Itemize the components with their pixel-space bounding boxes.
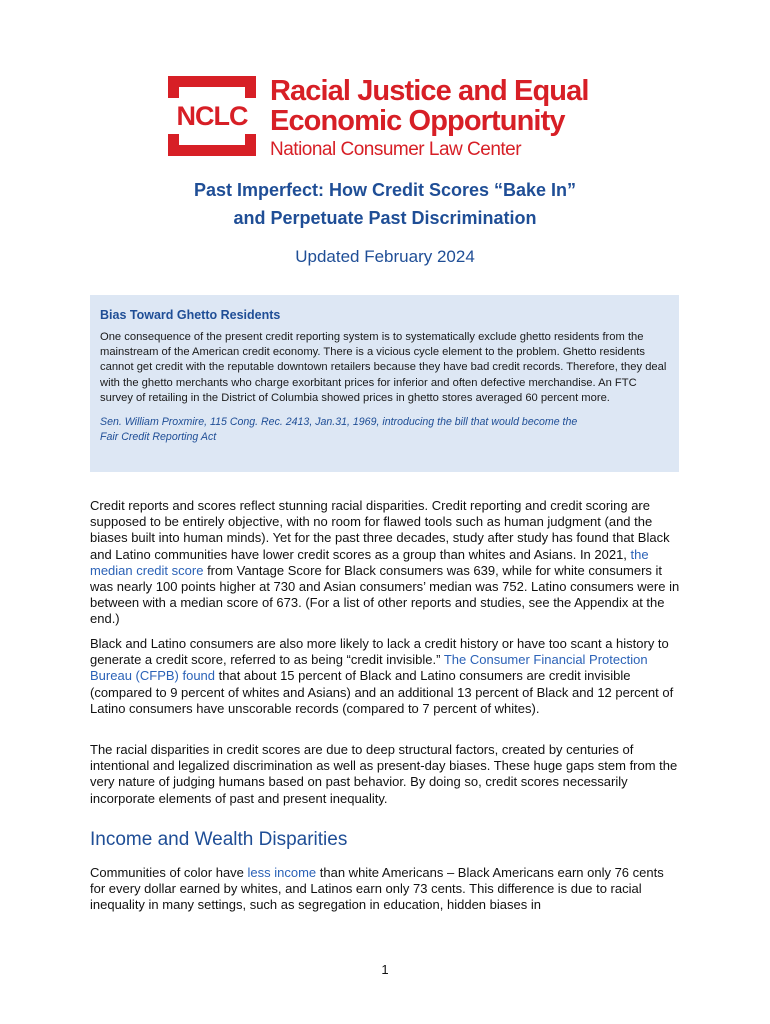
nclc-logo-mark xyxy=(168,76,256,156)
paragraph-text: from Vantage Score for Black consumers was 639, while for white consumers it was nearly 100 points higher at 730 and Asian consumers’ median was 752. Latino consumers were in between with a median score of 673. (For a list of other reports and studies, see the Appendix at the end.) xyxy=(90,562,680,627)
quote-box xyxy=(90,295,679,472)
paragraph-1 xyxy=(90,498,682,628)
title-line-2: and Perpetuate Past Discrimination xyxy=(233,208,537,228)
document-title xyxy=(0,176,770,232)
paragraph-2 xyxy=(90,636,682,717)
logo-line-2: Economic Opportunity xyxy=(270,105,565,137)
updated-date: Updated February 2024 xyxy=(295,247,475,266)
paragraph-3 xyxy=(90,742,682,807)
logo-line-3: National Consumer Law Center xyxy=(270,139,522,160)
paragraph-text: than white Americans – Black Americans earn only 76 cents for every dollar earned by whites, and Latinos earn only 73 cents. This difference is due to racial inequality in many settings, such as segregation in education, hidden biases in xyxy=(90,865,664,913)
section-heading: Income and Wealth Disparities xyxy=(90,829,348,850)
logo-wordmark xyxy=(270,76,588,162)
logo-line-1: Racial Justice and Equal xyxy=(270,75,589,107)
less-income-link[interactable]: less income xyxy=(247,865,317,880)
quote-text: One consequence of the present credit reporting system is to systematically exclude ghetto residents from the mainstream of the American credit economy. There is a vicious cycle element to the problem. Ghetto residents cannot get credit with the reputable downtown retailers because they have bad credit records. Therefore, they deal with the ghetto merchants who charge exorbitant prices for inferior and often defective merchandise. An FTC survey of retailing in the District of Columbia showed prices in ghetto stores averaged 60 percent more. xyxy=(100,331,667,404)
quote-citation xyxy=(100,415,669,445)
paragraph-text: Communities of color have xyxy=(90,865,248,880)
citation-line-1: Sen. William Proxmire, 115 Cong. Rec. 2413, Jan.31, 1969, introducing the bill that would become the xyxy=(100,416,578,429)
title-line-1: Past Imperfect: How Credit Scores “Bake In” xyxy=(193,180,577,200)
citation-line-2: Fair Credit Reporting Act xyxy=(100,431,217,444)
paragraph-text: Credit reports and scores reflect stunning racial disparities. Credit reporting and credit scoring are supposed to be entirely objective, with no room for flawed tools such as human judgment (and the biases built into human minds). Yet for the past three decades, study after study has found that Black and Latino communities have lower credit scores as a group than whites and Asians. In 2021, xyxy=(90,498,670,562)
logo-mark-text: NCLC xyxy=(176,101,248,131)
paragraph-text: The racial disparities in credit scores are due to deep structural factors, created by centuries of intentional and legalized discrimination as well as present-day biases. These huge gaps stem from the very nature of judging humans based on past behavior. By doing so, credit scores necessarily incorporate elements of past and present inequality. xyxy=(90,742,678,806)
paragraph-text: Black and Latino consumers are also more likely to lack a credit history or have too scant a history to generate a credit score, referred to as being “credit invisible.” xyxy=(90,636,669,668)
quote-heading: Bias Toward Ghetto Residents xyxy=(100,308,281,322)
page-number: 1 xyxy=(381,962,389,977)
nclc-logo xyxy=(168,75,589,160)
cfpb-found-link[interactable]: The Consumer Financial Protection Bureau (CFPB) found xyxy=(90,652,648,684)
paragraph-text: that about 15 percent of Black and Latino consumers are credit invisible (compared to 9 percent of whites and Asians) and an additional 13 percent of Black and 12 percent of Latino consumers have unscorable records (compared to 7 percent of whites). xyxy=(90,668,674,716)
median-credit-score-link[interactable]: the median credit score xyxy=(90,546,649,578)
paragraph-4 xyxy=(90,865,682,914)
